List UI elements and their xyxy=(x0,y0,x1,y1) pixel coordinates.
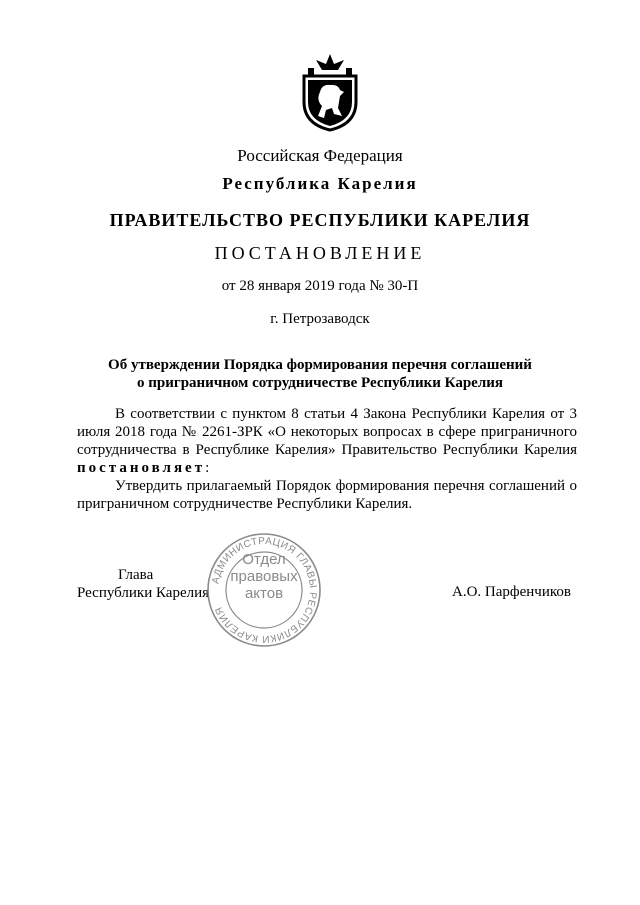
document-title-line: Об утверждении Порядка формирования перечня соглашений xyxy=(108,357,532,373)
signatory-position-line: Республики Карелия xyxy=(77,585,210,601)
document-body xyxy=(77,405,577,513)
stamp-center-text xyxy=(205,551,323,602)
body-paragraph-end: : xyxy=(205,460,210,476)
body-paragraph-text: В соответствии с пунктом 8 статьи 4 Закона Республики Карелия от 3 июля 2018 года № 2261-ЗРК «О некоторых вопросах в сфере приграничного сотрудничества в Республике Карелия» Правительство Республики Карелия xyxy=(77,406,577,458)
body-paragraph xyxy=(77,405,577,477)
document-title-line: о приграничном сотрудничестве Республики Карелия xyxy=(137,375,503,391)
signatory-position-line: Глава xyxy=(118,567,154,583)
signatory-name: А.О. Парфенчиков xyxy=(452,584,571,600)
signatory-position xyxy=(77,566,209,602)
stamp-text-line: актов xyxy=(244,585,284,602)
stamp-text-line: Отдел xyxy=(242,551,286,568)
country-name: Российская Федерация xyxy=(237,146,403,165)
stamp-text-line: правовых xyxy=(230,568,298,585)
body-paragraph: Утвердить прилагаемый Порядок формирования перечня соглашений о приграничном сотрудничестве Республики Карелия. xyxy=(77,478,577,512)
document-title xyxy=(0,356,640,392)
document-date-number: от 28 января 2019 года № 30-П xyxy=(221,278,419,294)
stamp-ring-text: АДМИНИСТРАЦИЯ ГЛАВЫ РЕСПУБЛИКИ КАРЕЛИЯ xyxy=(210,535,319,645)
document-city: г. Петрозаводск xyxy=(270,311,370,327)
government-name: ПРАВИТЕЛЬСТВО РЕСПУБЛИКИ КАРЕЛИЯ xyxy=(109,210,531,230)
republic-name: Республика Карелия xyxy=(222,174,418,193)
karelia-coat-of-arms-icon xyxy=(298,52,362,132)
document-type: ПОСТАНОВЛЕНИЕ xyxy=(214,243,426,263)
resolution-keyword: постановляет xyxy=(77,460,206,476)
